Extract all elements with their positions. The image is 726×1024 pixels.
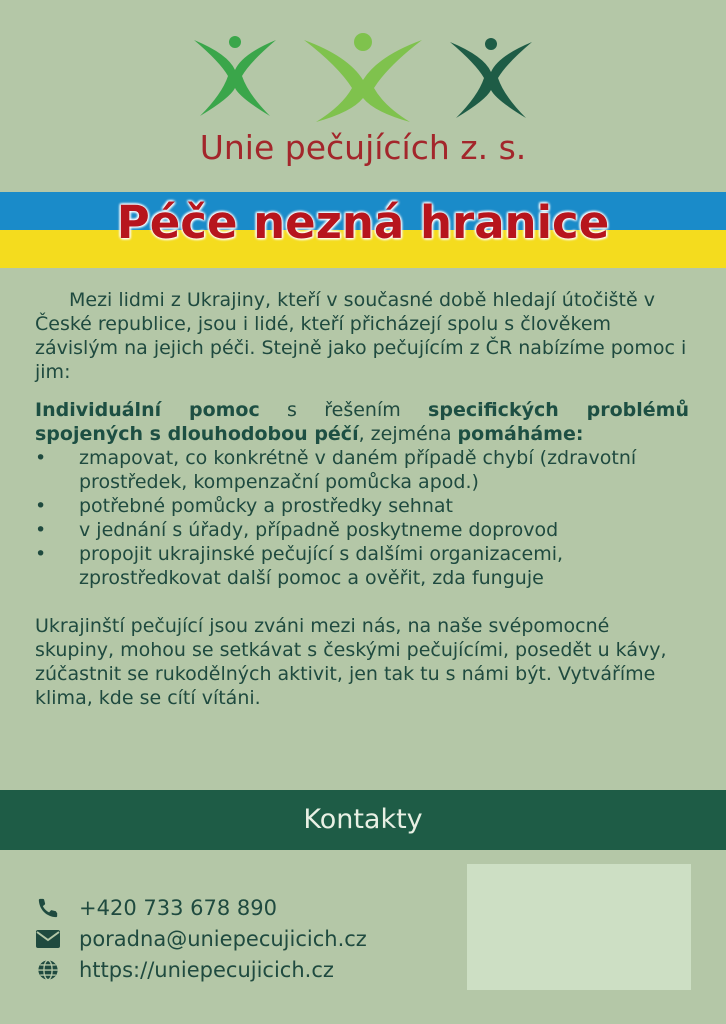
list-item: • v jednání s úřady, případně poskytneme doprovod [35,518,689,542]
lead-text-2: , zejména [358,423,458,445]
list-item: • propojit ukrajinské pečující s dalšími organizacemi, zprostředkovat další pomoc a ověřit, zda funguje [35,542,689,590]
envelope-icon [35,928,61,950]
website-link[interactable]: https://uniepecujicich.cz [79,957,334,982]
lead-paragraph [35,398,689,446]
contacts-list [35,892,367,985]
contacts-heading: Kontakty [0,790,726,850]
lead-bold-2: specifických problémů spojených s dlouhodobou péčí [35,399,689,445]
list-item: • zmapovat, co konkrétně v daném případě chybí (zdravotní prostředek, kompenzační pomůcka apod.) [35,446,689,494]
help-list [35,446,689,590]
email-link[interactable]: poradna@uniepecujicich.cz [79,926,367,951]
contact-email [35,923,367,954]
qr-placeholder [467,864,691,990]
closing-paragraph: Ukrajinští pečující jsou zváni mezi nás, na naše svépomocné skupiny, mohou se setkávat s českými pečujícími, posedět u kávy, zúčastnit se rukodělných aktivit, jen tak tu s námi být. Vytváříme klima, kde se cítí vítáni. [35,615,667,709]
lead-bold-1: Individuální pomoc [35,399,260,421]
globe-icon [35,959,61,981]
org-name: Unie pečujících z. s. [199,128,527,167]
contact-phone [35,892,367,923]
phone-number[interactable]: +420 733 678 890 [79,895,277,920]
headline: Péče nezná hranice [116,196,610,249]
phone-icon [35,897,61,919]
lead-text-1: s řešením [259,399,429,421]
logo-figures-icon [188,32,538,124]
main-content [35,288,689,710]
lead-bold-3: pomáháme: [457,423,584,445]
contact-web [35,954,367,985]
list-item: • potřebné pomůcky a prostředky sehnat [35,494,689,518]
intro-paragraph: Mezi lidmi z Ukrajiny, kteří v současné době hledají útočiště v České republice, jsou i lidé, kteří přicházejí spolu s člověkem závislým na jejich péči. Stejně jako pečujícím z ČR nabízíme pomoc i jim: [35,289,687,383]
